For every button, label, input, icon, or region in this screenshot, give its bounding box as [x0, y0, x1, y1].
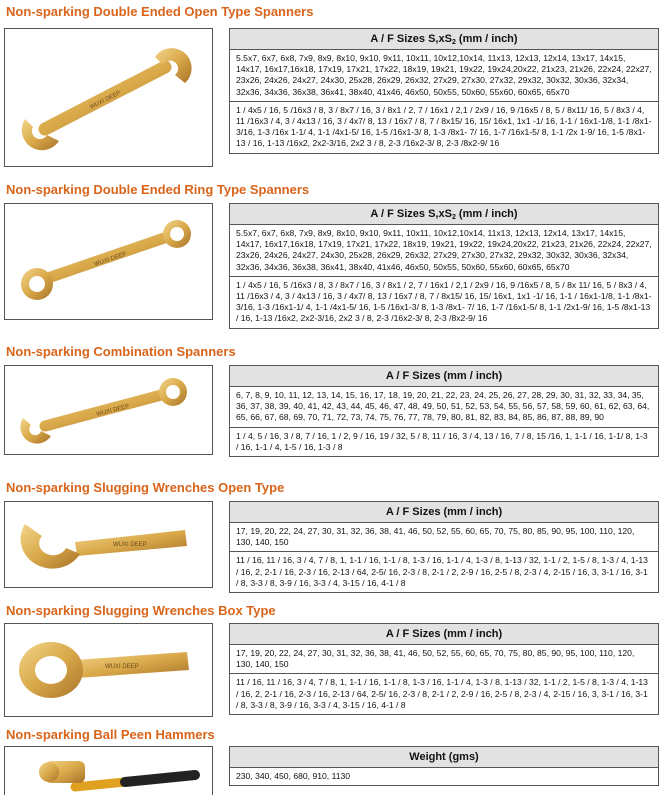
spec-inch-row: 11 / 16, 11 / 16, 3 / 4, 7 / 8, 1, 1-1 / 16, 1-1 / 8, 1-3 / 16, 1-1 / 4, 1-3 / 8, 1-13 / 32, 1-1 / 2, 1-5 / 8, 1-3 / 4, 1-13 / 16, 2, 2-1 / 16, 2-3 / 16, 2-13 / 64, 2-5/ 16, 2-3 / 8, 2-1 / 2, 2-9 / 16, 2-5 / 8, 2-3 / 4, 2-15 / 16, 3, 3-1 / 16, 3-1 / 8, 3-3 / 8, 3-9 / 16, 3-3 / 4, 3-15 / 16, 4-1 / 8 [230, 551, 658, 592]
section-title: Non-sparking Double Ended Open Type Spanners [6, 4, 314, 19]
ball-peen-hammer-icon [5, 747, 212, 795]
spec-mm-row: 5.5x7, 6x7, 6x8, 7x9, 8x9, 8x10, 9x10, 9x11, 10x11, 10x12,10x14, 11x13, 12x13, 12x14, 13x17, 14x15, 14x17, 16x17,16x18, 17x19, 17x21, 17x22, 18x19, 19x21, 19x22, 19x24,20x22, 21x23, 21x26, 22x24, 22x27, 23x26, 24x26, 24x27, 24x30, 25x28, 26x29, 26x32, 27x29, 27x30, 27x32, 29x32, 30x32, 30x36, 32x34, 32x36, 34x36, 36x38, 36x41, 38x40, 41x46, 46x50, 50x55, 50x60, 55x60, 60x65, 65x70 [236, 228, 652, 272]
ring-spanner-icon [5, 204, 212, 319]
product-photo [4, 746, 213, 795]
section-title: Non-sparking Slugging Wrenches Open Type [6, 480, 285, 495]
spec-mm-row: 5.5x7, 6x7, 6x8, 7x9, 8x9, 8x10, 9x10, 9x11, 10x11, 10x12,10x14, 11x13, 12x13, 12x14, 13x17, 14x15, 14x17, 16x17,16x18, 17x19, 17x21, 17x22, 18x19, 19x21, 19x22, 19x24,20x22, 21x23, 21x26, 22x24, 22x27, 23x26, 24x26, 24x27, 24x30, 25x28, 26x29, 26x32, 27x29, 27x30, 27x32, 29x32, 30x32, 30x36, 32x34, 32x36, 34x36, 36x38, 36x41, 38x40, 41x46, 46x50, 50x55, 50x60, 55x60, 60x65, 65x70 [236, 53, 652, 97]
product-photo [4, 501, 213, 588]
section-title: Non-sparking Double Ended Ring Type Spanners [6, 182, 310, 197]
product-photo [4, 623, 213, 717]
section-title: Non-sparking Slugging Wrenches Box Type [6, 603, 276, 618]
spec-table [229, 365, 659, 457]
stamp-text: WUXI DEEP [105, 664, 139, 670]
spec-inch-row: 11 / 16, 11 / 16, 3 / 4, 7 / 8, 1, 1-1 / 16, 1-1 / 8, 1-3 / 16, 1-1 / 4, 1-3 / 8, 1-13 / 32, 1-1 / 2, 1-5 / 8, 1-3 / 4, 1-13 / 16, 2, 2-1 / 16, 2-3 / 16, 2-13 / 64, 2-5/ 16, 2-3 / 8, 2-1 / 2, 2-9 / 16, 2-5 / 8, 2-3 / 4, 2-15 / 16, 3, 3-1 / 16, 3-1 / 8, 3-3 / 8, 3-9 / 16, 3-3 / 4, 3-15 / 16, 4-1 / 8 [230, 673, 658, 714]
section-title: Non-sparking Ball Peen Hammers [6, 727, 215, 742]
spec-mm-row: 17, 19, 20, 22, 24, 27, 30, 31, 32, 36, 38, 41, 46, 50, 52, 55, 60, 65, 70, 75, 80, 85, 90, 95, 100, 110, 120, 130, 140, 150 [236, 526, 635, 548]
slugging-open-wrench-icon [5, 502, 212, 587]
spec-table [229, 623, 659, 715]
stamp-text: WUXI DEEP [89, 90, 122, 111]
product-photo [4, 365, 213, 455]
spec-weight-row: 230, 340, 450, 680, 910, 1130 [236, 771, 351, 781]
spec-header-unit: (mm / inch) [455, 33, 518, 45]
product-photo [4, 28, 213, 167]
open-spanner-icon [5, 29, 212, 166]
spec-inch-row: 1 / 4, 5 / 16, 3 / 8, 7 / 16, 1 / 2, 9 / 16, 19 / 32, 5 / 8, 11 / 16, 3 / 4, 13 / 16, 7 / 8, 15 /16, 1, 1-1 / 16, 1-1/ 8, 1-3 / 16, 1-1 / 4, 1-5 / 16, 1-3 / 8 [230, 427, 658, 456]
section-title: Non-sparking Combination Spanners [6, 344, 236, 359]
spec-header [230, 204, 658, 225]
spec-table [229, 746, 659, 786]
spec-header-text: A / F Sizes S,xS [370, 33, 452, 45]
spec-header: A / F Sizes (mm / inch) [230, 502, 658, 523]
stamp-text: WUXI DEEP [95, 403, 131, 418]
stamp-text: WUXI DEEP [93, 251, 128, 268]
spec-header [230, 29, 658, 50]
spec-header-unit: (mm / inch) [455, 208, 518, 220]
spec-table [229, 501, 659, 593]
stamp-text: WUXI DEEP [113, 542, 147, 548]
spec-mm-row: 6, 7, 8, 9, 10, 11, 12, 13, 14, 15, 16, 17, 18, 19, 20, 21, 22, 23, 24, 25, 26, 27, 28, 29, 30, 31, 32, 33, 34, 35, 36, 37, 38, 39, 40, 41, 42, 43, 44, 45, 46, 47, 48, 49, 50, 51, 52, 53, 54, 55, 56, 57, 58, 59, 60, 61, 62, 63, 64, 65, 66, 67, 68, 69, 70, 71, 72, 73, 74, 75, 76, 77, 78, 79, 80, 81, 82, 83, 84, 85, 86, 87, 88, 89, 90 [236, 390, 650, 423]
spec-table [229, 28, 659, 154]
spec-header-sub: 2 [451, 214, 456, 221]
spec-header: A / F Sizes (mm / inch) [230, 366, 658, 387]
combination-spanner-icon [5, 366, 212, 454]
spec-mm-row: 17, 19, 20, 22, 24, 27, 30, 31, 32, 36, 38, 41, 46, 50, 52, 55, 60, 65, 70, 75, 80, 85, 90, 95, 100, 110, 120, 130, 140, 150 [236, 648, 635, 670]
spec-table [229, 203, 659, 329]
spec-header-text: A / F Sizes S,xS [370, 208, 452, 220]
slugging-box-wrench-icon [5, 624, 212, 716]
spec-header: A / F Sizes (mm / inch) [230, 624, 658, 645]
spec-header: Weight (gms) [230, 747, 658, 768]
product-photo [4, 203, 213, 320]
spec-header-sub: 2 [451, 39, 456, 46]
spec-inch-row: 1 / 4x5 / 16, 5 /16x3 / 8, 3 / 8x7 / 16, 3 / 8x1 / 2, 7 / 16x1 / 2,1 / 2x9 / 16, 9 /16x5 / 8, 5 / 8x11/ 16, 5 / 8x3 / 4, 11 /16x3 / 4, 3 / 4x13 / 16, 3 / 4x7/ 8, 13 / 16x7 / 8, 7 / 8x15/ 16, 15/ 16x1, 1x1 -1/ 16, 1-1 / 16x1-1/8, 1-1 /8x1-3/16, 1-3 /16x 1-1/ 4, 1-1 /4x1-5/ 16, 1-5 /16x1-3/ 8, 1-3 /8x1- 7/ 16, 1-7 /16x1-5/ 8, 1-1 /2x 1-9/ 16, 1-5 /8x1-13 / 16, 1-13 /16x2, 2x2-3/16, 2x2 3 / 8, 2-3 /16x2-3/ 8, 2-3 /8x2-9/ 16 [230, 101, 658, 153]
spec-inch-row: 1 / 4x5 / 16, 5 /16x3 / 8, 3 / 8x7 / 16, 3 / 8x1 / 2, 7 / 16x1 / 2,1 / 2x9 / 16, 9 /16x5 / 8, 5 / 8x 11/ 16, 5 / 8x3 / 4, 11 /16x3 / 4, 3 / 4x13 / 16, 3 / 4x7/ 8, 13 / 16x7 / 8, 7 / 8x15/ 16, 15/ 16x1, 1x1 -1/ 16, 1-1 / 16x1-1/8, 1-1 /8x1-3/16, 1-3 /16x1-1/ 4, 1-1 /4x1-5/ 16, 1-5 /16x1-3/ 8, 1-3 /8x1- 7/ 16, 1-7 /16x1-5/ 8, 1-1 /2x1-9/ 16, 1-5 /8x1-13 / 16, 1-13 /16x2, 2x2-3/16, 2x2 3 / 8, 2-3 /16x2-3/ 8, 2-3 /8x2-9/ 16 [230, 276, 658, 328]
section-ball-peen-hammers [0, 724, 660, 795]
